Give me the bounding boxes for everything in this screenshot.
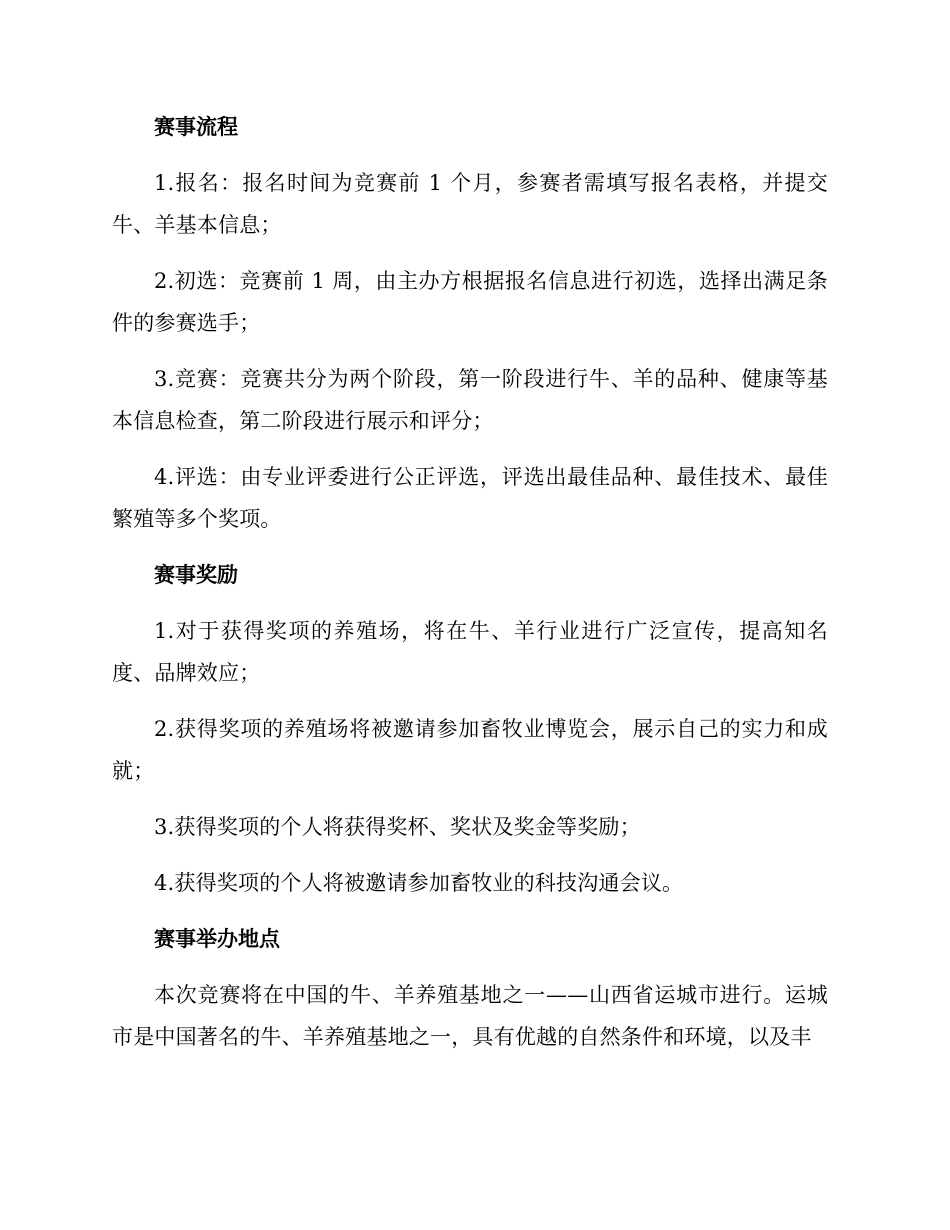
- reward-item-expo: 2.获得奖项的养殖场将被邀请参加畜牧业博览会，展示自己的实力和成就；: [112, 717, 828, 783]
- document-body: [112, 106, 828, 1072]
- process-item-selection: 4.评选：由专业评委进行公正评选，评选出最佳品种、最佳技术、最佳繁殖等多个奖项。: [112, 465, 828, 531]
- section-heading-venue: 赛事举办地点: [154, 927, 280, 951]
- reward-item-conference: 4.获得奖项的个人将被邀请参加畜牧业的科技沟通会议。: [154, 871, 684, 895]
- process-item-competition: 3.竞赛：竞赛共分为两个阶段，第一阶段进行牛、羊的品种、健康等基本信息检查，第二阶段进行展示和评分；: [112, 367, 828, 433]
- section-heading-process: 赛事流程: [154, 115, 238, 139]
- reward-item-prizes: 3.获得奖项的个人将获得奖杯、奖状及奖金等奖励；: [154, 815, 641, 839]
- venue-paragraph: 本次竞赛将在中国的牛、羊养殖基地之一——山西省运城市进行。运城市是中国著名的牛、羊养殖基地之一，具有优越的自然条件和环境，以及丰: [112, 983, 828, 1049]
- section-heading-rewards: 赛事奖励: [154, 563, 238, 587]
- process-item-registration: 1.报名：报名时间为竞赛前 1 个月，参赛者需填写报名表格，并提交牛、羊基本信息；: [112, 171, 828, 237]
- process-item-preliminary: 2.初选：竞赛前 1 周，由主办方根据报名信息进行初选，选择出满足条件的参赛选手；: [112, 269, 828, 335]
- reward-item-publicity: 1.对于获得奖项的养殖场，将在牛、羊行业进行广泛宣传，提高知名度、品牌效应；: [112, 619, 828, 685]
